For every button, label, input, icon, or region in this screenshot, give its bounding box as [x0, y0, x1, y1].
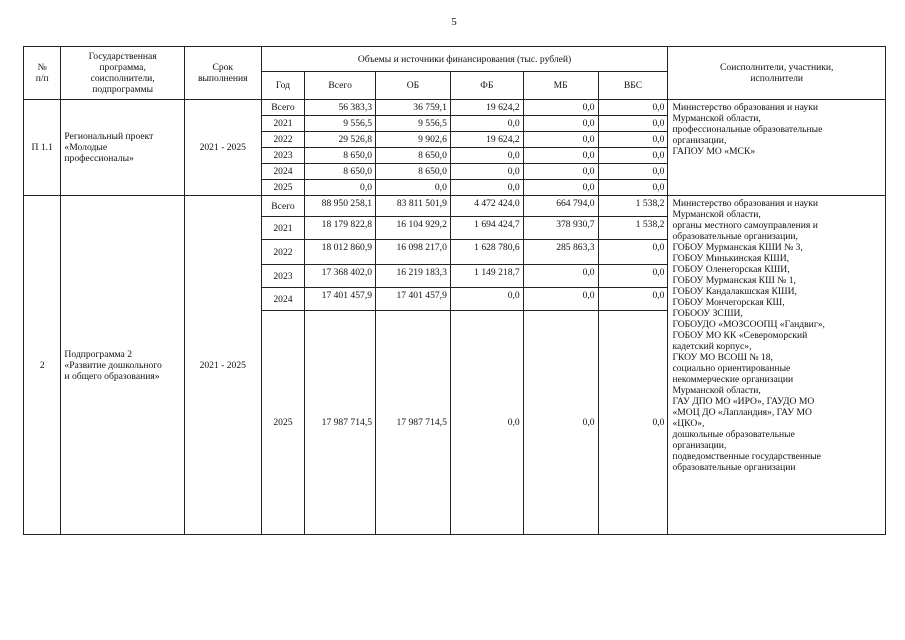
- row-program: Региональный проект «Молодые профессионалы»: [61, 100, 184, 196]
- cell-total: 9 556,5: [305, 116, 376, 132]
- cell-year: Всего: [261, 100, 305, 116]
- cell-vbs: 0,0: [598, 148, 668, 164]
- cell-year: 2022: [261, 240, 305, 265]
- row-period: 2021 - 2025: [184, 196, 261, 535]
- cell-ob: 83 811 501,9: [376, 196, 451, 217]
- header-row: [24, 47, 886, 72]
- header-ob: ОБ: [376, 72, 451, 100]
- cell-mb: 0,0: [523, 311, 598, 535]
- cell-vbs: 0,0: [598, 116, 668, 132]
- cell-ob: 17 401 457,9: [376, 288, 451, 311]
- cell-year: 2024: [261, 164, 305, 180]
- header-mb: МБ: [523, 72, 598, 100]
- cell-mb: 378 930,7: [523, 217, 598, 240]
- cell-mb: 0,0: [523, 265, 598, 288]
- cell-fb: 0,0: [450, 180, 523, 196]
- cell-fb: 0,0: [450, 311, 523, 535]
- cell-fb: 0,0: [450, 116, 523, 132]
- cell-vbs: 0,0: [598, 311, 668, 535]
- row-no: П 1.1: [24, 100, 61, 196]
- cell-fb: 19 624,2: [450, 100, 523, 116]
- cell-fb: 4 472 424,0: [450, 196, 523, 217]
- cell-fb: 0,0: [450, 164, 523, 180]
- cell-mb: 0,0: [523, 132, 598, 148]
- cell-total: 18 012 860,9: [305, 240, 376, 265]
- cell-year: 2024: [261, 288, 305, 311]
- cell-year: 2021: [261, 217, 305, 240]
- cell-ob: 16 104 929,2: [376, 217, 451, 240]
- header-total: Всего: [305, 72, 376, 100]
- cell-ob: 9 556,5: [376, 116, 451, 132]
- cell-mb: 0,0: [523, 116, 598, 132]
- cell-vbs: 0,0: [598, 132, 668, 148]
- cell-mb: 0,0: [523, 100, 598, 116]
- cell-year: 2023: [261, 265, 305, 288]
- header-fb: ФБ: [450, 72, 523, 100]
- cell-total: 17 401 457,9: [305, 288, 376, 311]
- cell-total: 56 383,3: [305, 100, 376, 116]
- cell-total: 8 650,0: [305, 148, 376, 164]
- header-executors: Соисполнители, участники, исполнители: [668, 47, 886, 100]
- row-program: Подпрограмма 2 «Развитие дошкольного и общего образования»: [61, 196, 184, 535]
- cell-vbs: 0,0: [598, 288, 668, 311]
- cell-year: 2025: [261, 311, 305, 535]
- header-no: № п/п: [24, 47, 61, 100]
- cell-total: 88 950 258,1: [305, 196, 376, 217]
- cell-ob: 16 098 217,0: [376, 240, 451, 265]
- cell-ob: 9 902,6: [376, 132, 451, 148]
- cell-mb: 0,0: [523, 288, 598, 311]
- cell-ob: 16 219 183,3: [376, 265, 451, 288]
- cell-mb: 0,0: [523, 164, 598, 180]
- row-no: 2: [24, 196, 61, 535]
- header-year: Год: [261, 72, 305, 100]
- page-number: 5: [451, 16, 457, 28]
- cell-ob: 17 987 714,5: [376, 311, 451, 535]
- cell-mb: 285 863,3: [523, 240, 598, 265]
- cell-ob: 36 759,1: [376, 100, 451, 116]
- table-row: [24, 196, 886, 217]
- header-financing: Объемы и источники финансирования (тыс. рублей): [261, 47, 668, 72]
- cell-vbs: 0,0: [598, 100, 668, 116]
- cell-fb: 1 149 218,7: [450, 265, 523, 288]
- row-executors: Министерство образования и науки Мурманской области, профессиональные образовательные организации, ГАПОУ МО «МСК»: [668, 100, 886, 196]
- cell-vbs: 0,0: [598, 164, 668, 180]
- cell-mb: 0,0: [523, 180, 598, 196]
- cell-year: 2025: [261, 180, 305, 196]
- cell-fb: 0,0: [450, 148, 523, 164]
- header-program: Государственная программа, соисполнители, подпрограммы: [61, 47, 184, 100]
- cell-fb: 0,0: [450, 288, 523, 311]
- cell-ob: 8 650,0: [376, 164, 451, 180]
- cell-total: 17 368 402,0: [305, 265, 376, 288]
- cell-vbs: 0,0: [598, 265, 668, 288]
- cell-total: 18 179 822,8: [305, 217, 376, 240]
- cell-fb: 1 694 424,7: [450, 217, 523, 240]
- cell-total: 8 650,0: [305, 164, 376, 180]
- table-row: [24, 100, 886, 116]
- cell-ob: 8 650,0: [376, 148, 451, 164]
- cell-mb: 664 794,0: [523, 196, 598, 217]
- cell-year: Всего: [261, 196, 305, 217]
- cell-vbs: 0,0: [598, 180, 668, 196]
- cell-year: 2022: [261, 132, 305, 148]
- cell-mb: 0,0: [523, 148, 598, 164]
- cell-fb: 1 628 780,6: [450, 240, 523, 265]
- financing-table: [23, 46, 886, 535]
- cell-vbs: 1 538,2: [598, 196, 668, 217]
- cell-ob: 0,0: [376, 180, 451, 196]
- header-vbs: ВБС: [598, 72, 668, 100]
- cell-fb: 19 624,2: [450, 132, 523, 148]
- header-period: Срок выполнения: [184, 47, 261, 100]
- cell-vbs: 1 538,2: [598, 217, 668, 240]
- row-executors: Министерство образования и науки Мурманской области, органы местного самоуправления и образовательные организации, ГОБОУ Мурманская КШИ № 3, ГОБОУ Минькинская КШИ, ГОБОУ Оленегорская КШИ, ГОБОУ Мурманская КШ № 1, ГОБОУ Кандалакшская КШИ, ГОБОУ Мончегорская КШ, ГОБООУ ЗСШИ, ГОБОУДО «МОЗСООПЦ «Гандвиг», ГОБОУ МО КК «Североморский кадетский корпус», ГКОУ МО ВСОШ № 18, социально ориентированные некоммерческие организации Мурманской области, ГАУ ДПО МО «ИРО», ГАУДО МО «МОЦ ДО «Лапландия», ГАУ МО «ЦКО», дошкольные образовательные организации, подведомственные государственные образовательные организации: [668, 196, 886, 535]
- cell-total: 17 987 714,5: [305, 311, 376, 535]
- cell-year: 2023: [261, 148, 305, 164]
- row-period: 2021 - 2025: [184, 100, 261, 196]
- cell-total: 0,0: [305, 180, 376, 196]
- cell-total: 29 526,8: [305, 132, 376, 148]
- cell-vbs: 0,0: [598, 240, 668, 265]
- cell-year: 2021: [261, 116, 305, 132]
